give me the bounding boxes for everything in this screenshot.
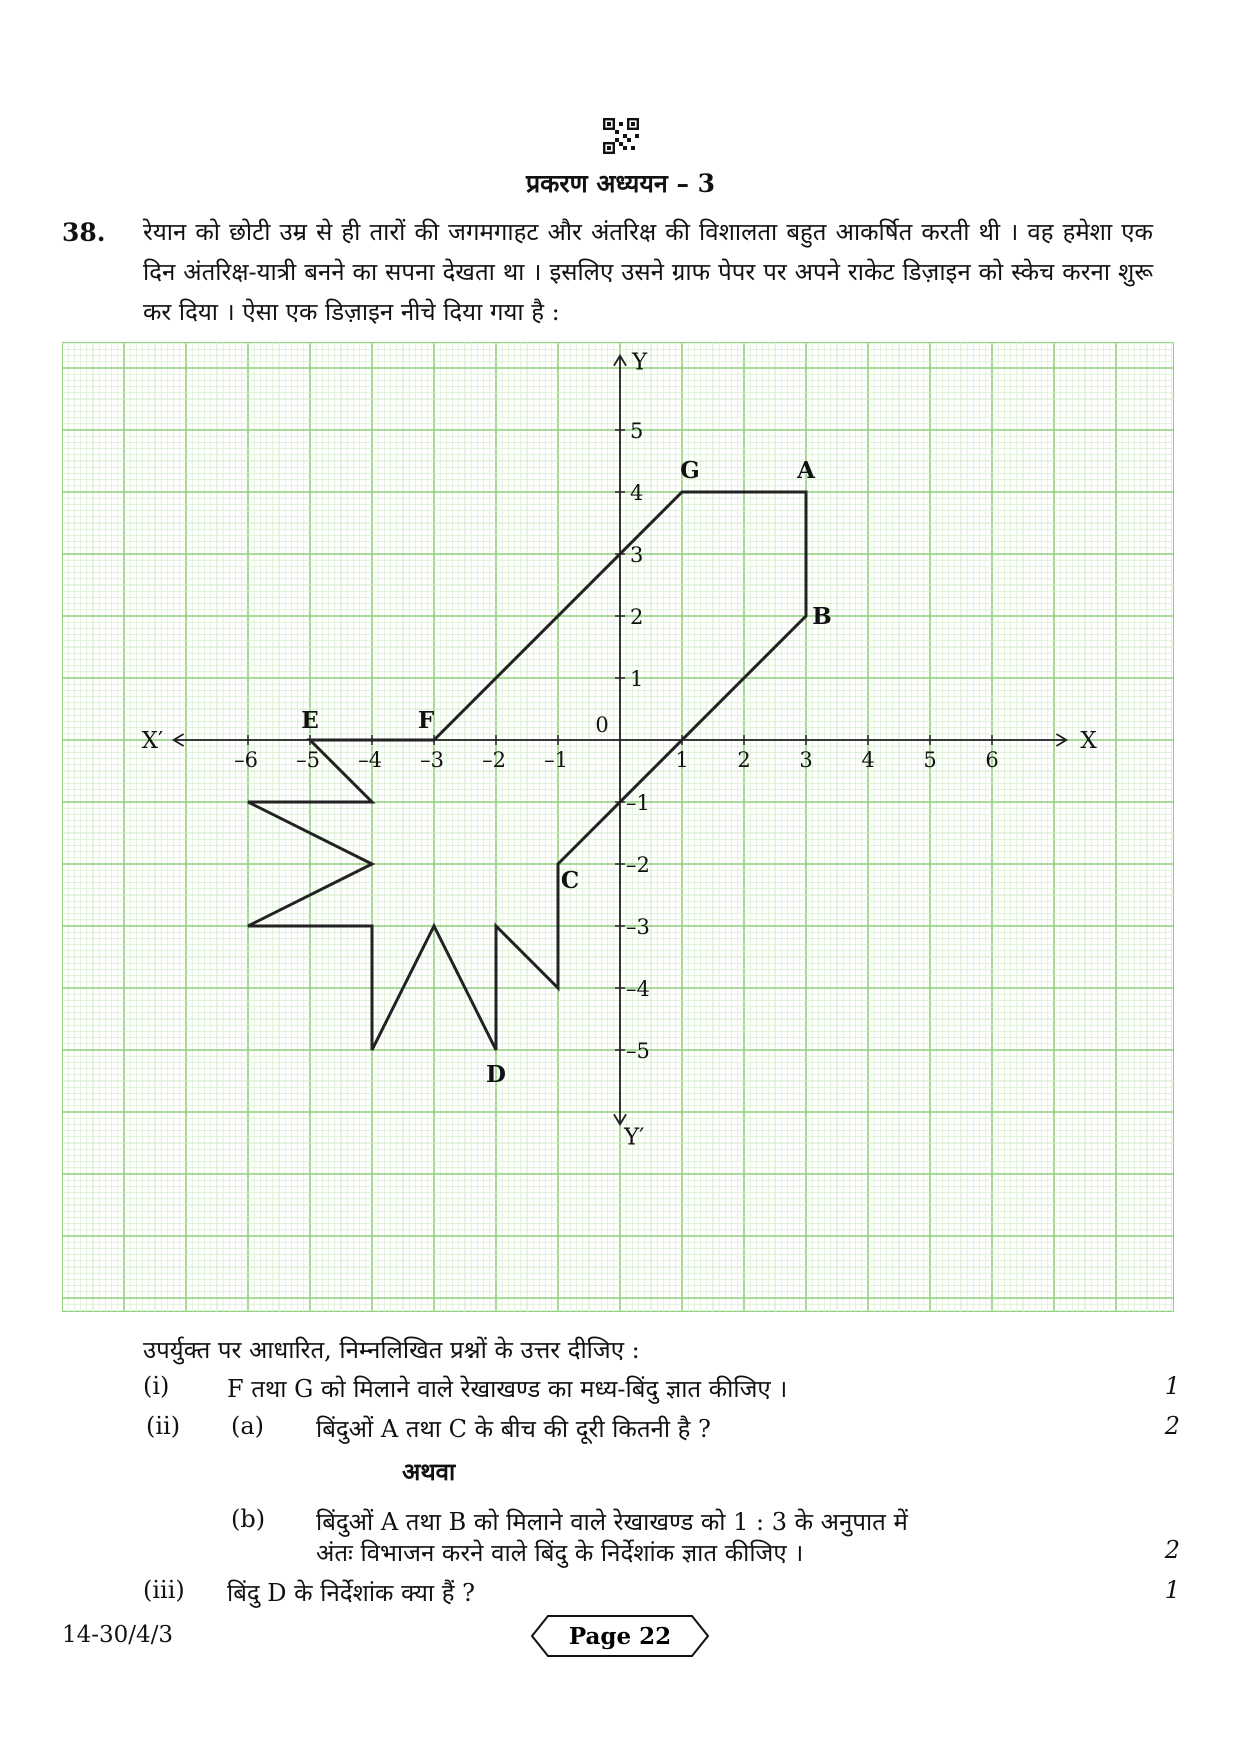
- q2b-marks: 2: [1164, 1536, 1180, 1564]
- section-heading: प्रकरण अध्ययन – 3: [525, 169, 716, 198]
- x-tick-label: 5: [923, 748, 937, 772]
- y-tick-label: 4: [630, 481, 644, 505]
- q3-text: बिंदु D के निर्देशांक क्या हैं ?: [227, 1579, 475, 1607]
- x-tick-label: –5: [296, 748, 320, 772]
- y-tick-label: 2: [630, 605, 644, 629]
- paper-code: 14-30/4/3: [62, 1622, 174, 1648]
- page-number: Page 22: [568, 1623, 672, 1650]
- x-axis-label: X: [1080, 728, 1097, 754]
- x-tick-label: –1: [544, 748, 568, 772]
- y-tick-label: 1: [630, 667, 644, 691]
- q2a-sub: (a): [231, 1412, 265, 1440]
- graph-paper-grid: [62, 342, 1174, 1312]
- qr-code-icon: [603, 118, 639, 154]
- point-label-e: E: [301, 707, 319, 734]
- q2-number: (ii): [146, 1412, 181, 1440]
- q2b-text-line2: अंतः विभाजन करने वाले बिंदु के निर्देशांक ज्ञात कीजिए ।: [316, 1539, 804, 1567]
- point-label-g: G: [680, 457, 700, 484]
- x-tick-label: –2: [482, 748, 506, 772]
- q1-number: (i): [143, 1372, 170, 1400]
- q2b-text-line1: बिंदुओं A तथा B को मिलाने वाले रेखाखण्ड को 1 : 3 के अनुपात में: [316, 1508, 908, 1536]
- x-neg-axis-label: X′: [141, 728, 164, 754]
- q1-text: F तथा G को मिलाने वाले रेखाखण्ड का मध्य-बिंदु ज्ञात कीजिए ।: [227, 1375, 788, 1403]
- point-label-b: B: [812, 603, 832, 630]
- x-tick-label: –3: [420, 748, 444, 772]
- x-tick-label: 2: [737, 748, 751, 772]
- point-label-a: A: [797, 457, 815, 484]
- y-neg-axis-label: Y′: [624, 1124, 645, 1151]
- q2a-text: बिंदुओं A तथा C के बीच की दूरी कितनी है ?: [316, 1415, 711, 1443]
- y-tick-label: –3: [626, 915, 650, 939]
- x-tick-label: 4: [861, 748, 875, 772]
- y-tick-label: –5: [626, 1039, 650, 1063]
- origin-label: 0: [595, 713, 609, 737]
- x-tick-label: –6: [234, 748, 258, 772]
- point-label-f: F: [417, 707, 435, 734]
- q3-marks: 1: [1164, 1576, 1180, 1604]
- or-label: अथवा: [402, 1457, 456, 1486]
- q2a-marks: 2: [1164, 1412, 1180, 1440]
- y-tick-label: 3: [630, 543, 644, 567]
- x-tick-label: 3: [799, 748, 813, 772]
- rocket-graph: [62, 342, 1174, 1312]
- y-tick-label: –4: [626, 977, 650, 1001]
- y-tick-label: 5: [630, 419, 644, 443]
- question-number: 38.: [62, 218, 106, 247]
- instruction-text: उपर्युक्त पर आधारित, निम्नलिखित प्रश्नों के उत्तर दीजिए :: [143, 1336, 640, 1364]
- q1-marks: 1: [1164, 1372, 1180, 1400]
- point-label-d: D: [486, 1061, 506, 1088]
- y-tick-label: –2: [626, 853, 650, 877]
- x-tick-label: 6: [985, 748, 999, 772]
- x-tick-label: –4: [358, 748, 382, 772]
- question-intro: रेयान को छोटी उम्र से ही तारों की जगमगाहट और अंतरिक्ष की विशालता बहुत आकर्षित करती थी । वह हमेशा एक दिन अंतरिक्ष-यात्री बनने का सपना देखता था । इसलिए उसने ग्राफ पेपर पर अपने राकेट डिज़ाइन को स्केच करना शुरू कर दिया । ऐसा एक डिज़ाइन नीचे दिया गया है :: [143, 218, 1153, 326]
- y-tick-label: –1: [626, 791, 650, 815]
- page-number-badge: [530, 1614, 710, 1658]
- q3-number: (iii): [143, 1576, 185, 1604]
- x-tick-label: 1: [675, 748, 689, 772]
- point-label-c: C: [560, 867, 580, 894]
- y-axis-label: Y: [632, 349, 648, 376]
- q2b-sub: (b): [231, 1505, 266, 1533]
